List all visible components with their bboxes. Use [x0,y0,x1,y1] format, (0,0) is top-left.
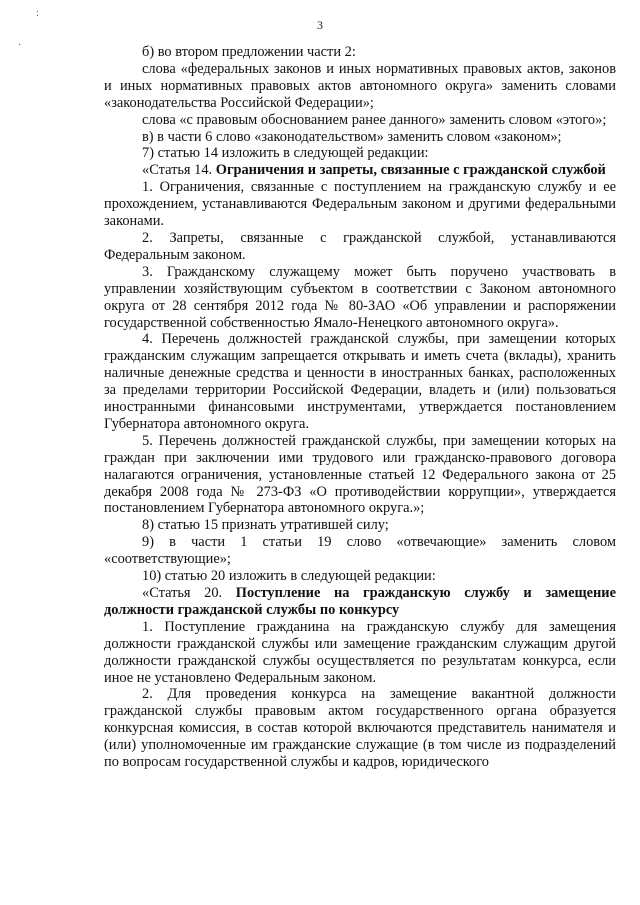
paragraph: 4. Перечень должностей гражданской службы, при замещении которых гражданским служащим запрещается открывать и иметь счета (вклады), хранить наличные денежные средства и ценности в иностранных банках, расположенных за пределами территории Российской Федерации, владеть и (или) пользоваться иностранными финансовыми инструментами, утверждается постановлением Губернатора автономного округа. [104,331,616,432]
article-heading [104,585,616,619]
margin-mark: : [36,8,39,19]
paragraph: 2. Запреты, связанные с гражданской службой, устанавливаются Федеральным законом. [104,229,616,263]
paragraph: 3. Гражданскому служащему может быть поручено участвовать в управлении хозяйствующим субъектом в соответствии с Законом автономного округа от 28 сентября 2012 года № 80-ЗАО «Об управлении и распоряжении государственной собственностью Ямало-Ненецкого автономного округа». [104,263,616,331]
article-number: «Статья 14. [142,162,216,179]
article-title: Поступление на гражданскую службу и замещение должности гражданской службы по конкурсу [104,585,616,618]
paragraph: 9) в части 1 статьи 19 слово «отвечающие» заменить словом «соответствующие»; [104,534,616,568]
paragraph: 1. Поступление гражданина на гражданскую службу для замещения должности гражданской службы или замещение гражданским служащим другой должности гражданской службы осуществляется по результатам конкурса, если иное не установлено Федеральным законом. [104,618,616,686]
article-heading [104,162,616,179]
paragraph: слова «с правовым обоснованием ранее данного» заменить словом «этого»; [142,111,607,128]
paragraph: в) в части 6 слово «законодательством» заменить словом «законом»; [142,128,562,145]
paragraph: 2. Для проведения конкурса на замещение вакантной должности гражданской службы правовым актом государственного органа образуется конкурсная комиссия, в состав которой включаются представитель нанимателя и (или) уполномоченные им гражданские служащие (в том числе из подразделений по вопросам государственной службы и кадров, юридического [104,686,616,771]
page-number: 3 [317,18,323,32]
paragraph: 8) статью 15 признать утратившей силу; [142,517,389,534]
article-number: «Статья 20. [142,585,236,601]
article-title: Ограничения и запреты, связанные с гражданской службой [215,162,606,179]
paragraph: 10) статью 20 изложить в следующей редакции: [142,568,436,585]
paragraph: 5. Перечень должностей гражданской службы, при замещении которых на граждан при заключении ими трудового или гражданско-правового договора налагаются ограничения, установленные статьей 12 Федерального закона от 25 декабря 2008 года № 273-ФЗ «О противодействии коррупции», утверждается постановлением Губернатора автономного округа.»; [104,432,616,517]
paragraph: 1. Ограничения, связанные с поступлением на гражданскую службу и ее прохождением, устанавливаются Федеральным законом и другими федеральными законами. [104,179,616,230]
paragraph: 7) статью 14 изложить в следующей редакции: [142,145,429,162]
document-body [104,44,616,771]
paragraph: слова «федеральных законов и иных нормативных правовых актов, законов и иных нормативных правовых актов автономного округа» заменить словами «законодательства Российской Федерации»; [104,60,616,111]
paragraph: б) во втором предложении части 2: [142,44,356,60]
margin-mark: · [18,40,22,51]
